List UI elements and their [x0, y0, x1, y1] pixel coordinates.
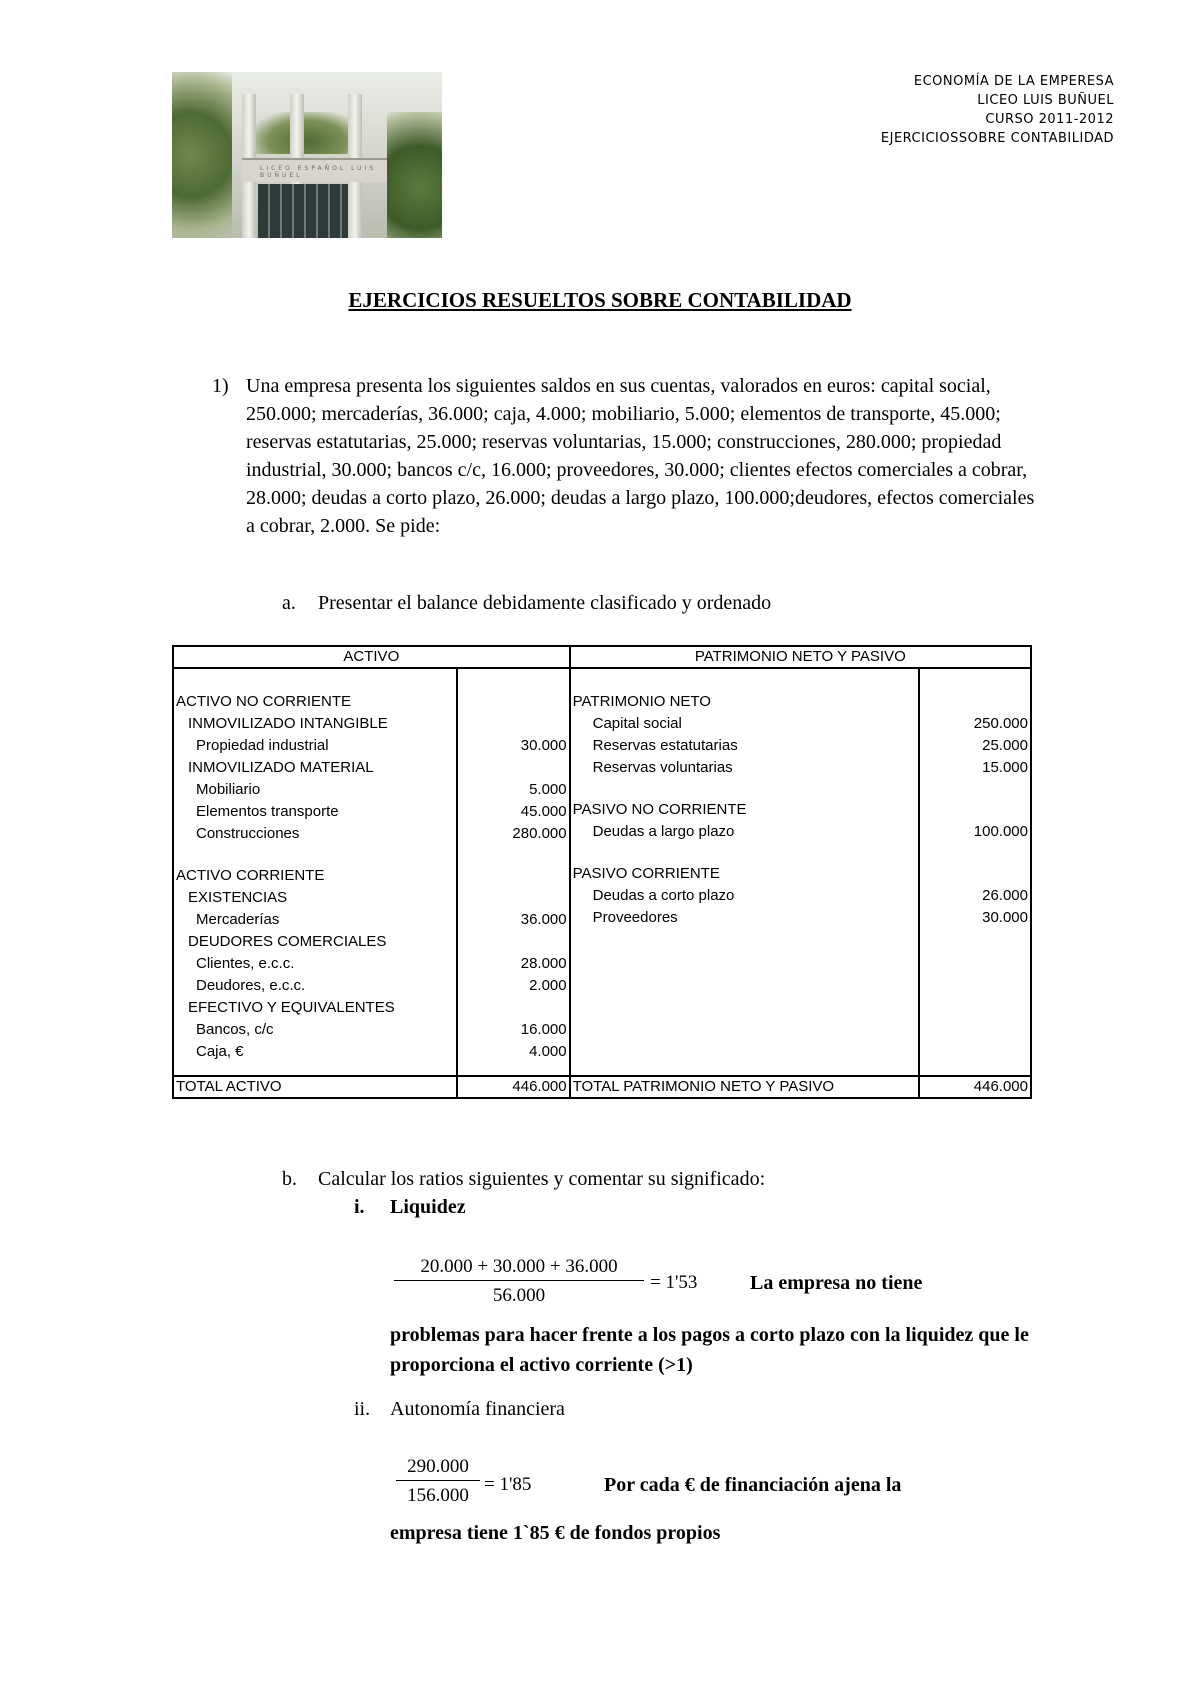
left-row-label: Elementos transporte	[196, 803, 339, 820]
ratio-ii-label: ii.	[354, 1398, 371, 1420]
right-row-label: PASIVO CORRIENTE	[572, 865, 720, 882]
right-row-value: 26.000	[982, 887, 1028, 904]
left-row-value	[460, 757, 566, 779]
liquidez-comment: problemas para hacer frente a los pagos a corto plazo con la liquidez que le proporciona el activo corriente (>1)	[390, 1324, 1029, 1376]
left-row-label: EFECTIVO Y EQUIVALENTES	[188, 999, 395, 1016]
right-row-value: 25.000	[982, 737, 1028, 754]
left-row-label: INMOVILIZADO MATERIAL	[188, 759, 374, 776]
left-row-value	[460, 713, 566, 735]
photo-sign: LICEO ESPAÑOL LUIS BUÑUEL	[260, 165, 377, 179]
left-row-value: 45.000	[520, 803, 567, 820]
right-row-value	[922, 799, 1028, 821]
left-row-value: 28.000	[520, 955, 567, 972]
activo-values	[457, 668, 569, 1076]
left-row-value: 280.000	[512, 825, 567, 842]
exercise-number: 1)	[212, 375, 229, 397]
autonomia-comment: empresa tiene 1`85 € de fondos propios	[390, 1522, 721, 1544]
left-row-value	[460, 887, 566, 909]
left-row-label: ACTIVO CORRIENTE	[176, 867, 325, 884]
right-row-value: 250.000	[973, 715, 1028, 732]
left-row-value	[460, 865, 566, 887]
exercise-statement: Una empresa presenta los siguientes saldos en sus cuentas, valorados en euros: capital social, 250.000; mercaderías, 36.000; caja, 4.000; mobiliario, 5.000; elementos de transporte, 45.000; reservas estatutarias, 25.000; reservas voluntarias, 15.000; construcciones, 280.000; propiedad industrial, 30.000; bancos c/c, 16.000; proveedores, 30.000; clientes efectos comerciales a cobrar, 28.000; deudas a corto plazo, 26.000; deudas a largo plazo, 100.000;deudores, efectos comerciales a cobrar, 2.000. Se pide:	[246, 375, 1035, 537]
left-row-label: Propiedad industrial	[196, 737, 329, 754]
header-line-subject: ECONOMÍA DE LA EMPERESA	[913, 74, 1114, 89]
total-pasivo-value: 446.000	[919, 1076, 1031, 1098]
total-activo-value: 446.000	[457, 1076, 569, 1098]
part-b-text: Calcular los ratios siguientes y comentar su significado:	[318, 1168, 766, 1190]
pasivo-labels	[570, 668, 919, 1076]
ratio-ii-title: Autonomía financiera	[390, 1398, 565, 1420]
right-row-label: Deudas a largo plazo	[592, 823, 735, 840]
left-row-value: 30.000	[520, 737, 567, 754]
total-pasivo-label: TOTAL PATRIMONIO NETO Y PASIVO	[570, 1076, 919, 1098]
right-spacer	[922, 779, 1028, 799]
left-row-label: Mercaderías	[196, 911, 280, 928]
left-row-label: INMOVILIZADO INTANGIBLE	[188, 715, 388, 732]
right-spacer	[922, 843, 1028, 863]
right-row-label: PASIVO NO CORRIENTE	[572, 801, 747, 818]
header-line-course: CURSO 2011-2012	[985, 112, 1114, 127]
autonomia-result: = 1'85	[484, 1474, 532, 1495]
left-row-value	[460, 931, 566, 953]
left-row-value: 16.000	[520, 1021, 567, 1038]
right-row-value: 15.000	[982, 759, 1028, 776]
left-row-label: Bancos, c/c	[196, 1021, 274, 1038]
header-line-school: LICEO LUIS BUÑUEL	[977, 93, 1114, 108]
balance-body-row	[173, 668, 1031, 1076]
left-row-label: Mobiliario	[196, 781, 261, 798]
right-row-label: Reservas voluntarias	[592, 759, 733, 776]
pasivo-values	[919, 668, 1031, 1076]
right-row-label: Capital social	[592, 715, 682, 732]
left-row-label: Clientes, e.c.c.	[196, 955, 295, 972]
left-row-label: EXISTENCIAS	[188, 889, 288, 906]
balance-sheet-table	[172, 645, 1032, 1099]
autonomia-comment-inline: Por cada € de financiación ajena la	[604, 1474, 902, 1496]
right-spacer	[573, 843, 916, 863]
right-row-value: 100.000	[973, 823, 1028, 840]
left-row-value: 4.000	[529, 1043, 567, 1060]
left-row-label: DEUDORES COMERCIALES	[188, 933, 387, 950]
liquidez-denominator: 56.000	[492, 1285, 546, 1306]
part-b-label: b.	[282, 1168, 297, 1190]
right-row-label: Deudas a corto plazo	[592, 887, 735, 904]
right-row-value: 30.000	[982, 909, 1028, 926]
ratio-i-label: i.	[354, 1196, 365, 1218]
left-row-label: Deudores, e.c.c.	[196, 977, 306, 994]
autonomia-fraction	[396, 1456, 480, 1507]
left-spacer	[176, 845, 454, 865]
part-a-label: a.	[282, 592, 296, 614]
left-row-value: 5.000	[529, 781, 567, 798]
document-header	[881, 72, 1114, 148]
left-row-label: ACTIVO NO CORRIENTE	[176, 693, 352, 710]
left-row-value	[460, 691, 566, 713]
page-title: EJERCICIOS RESUELTOS SOBRE CONTABILIDAD	[348, 288, 852, 312]
autonomia-numerator: 290.000	[396, 1456, 480, 1481]
liquidez-comment-inline: La empresa no tiene	[750, 1272, 923, 1294]
right-row-label: Proveedores	[592, 909, 678, 926]
liquidez-fraction	[394, 1256, 644, 1307]
right-spacer	[573, 779, 916, 799]
left-row-value: 36.000	[520, 911, 567, 928]
liquidez-result: = 1'53	[650, 1272, 698, 1293]
left-row-value	[460, 997, 566, 1019]
school-building-photo	[172, 72, 442, 238]
left-row-value: 2.000	[529, 977, 567, 994]
left-row-label: Caja, €	[196, 1043, 244, 1060]
header-line-topic: EJERCICIOSSOBRE CONTABILIDAD	[880, 131, 1114, 146]
balance-header-row	[173, 646, 1031, 668]
right-row-label: PATRIMONIO NETO	[572, 693, 711, 710]
right-row-value	[922, 863, 1028, 885]
part-a-text: Presentar el balance debidamente clasificado y ordenado	[318, 592, 772, 614]
activo-labels	[173, 668, 457, 1076]
ratio-i-title: Liquidez	[390, 1196, 466, 1218]
liquidez-numerator: 20.000 + 30.000 + 36.000	[394, 1256, 644, 1281]
left-row-label: Construcciones	[196, 825, 300, 842]
right-row-label: Reservas estatutarias	[592, 737, 738, 754]
balance-total-row	[173, 1076, 1031, 1098]
autonomia-denominator: 156.000	[407, 1485, 469, 1506]
total-activo-label: TOTAL ACTIVO	[173, 1076, 457, 1098]
header-patrimonio-pasivo: PATRIMONIO NETO Y PASIVO	[570, 646, 1031, 668]
left-spacer	[460, 845, 566, 865]
header-activo: ACTIVO	[173, 646, 570, 668]
right-row-value	[922, 691, 1028, 713]
